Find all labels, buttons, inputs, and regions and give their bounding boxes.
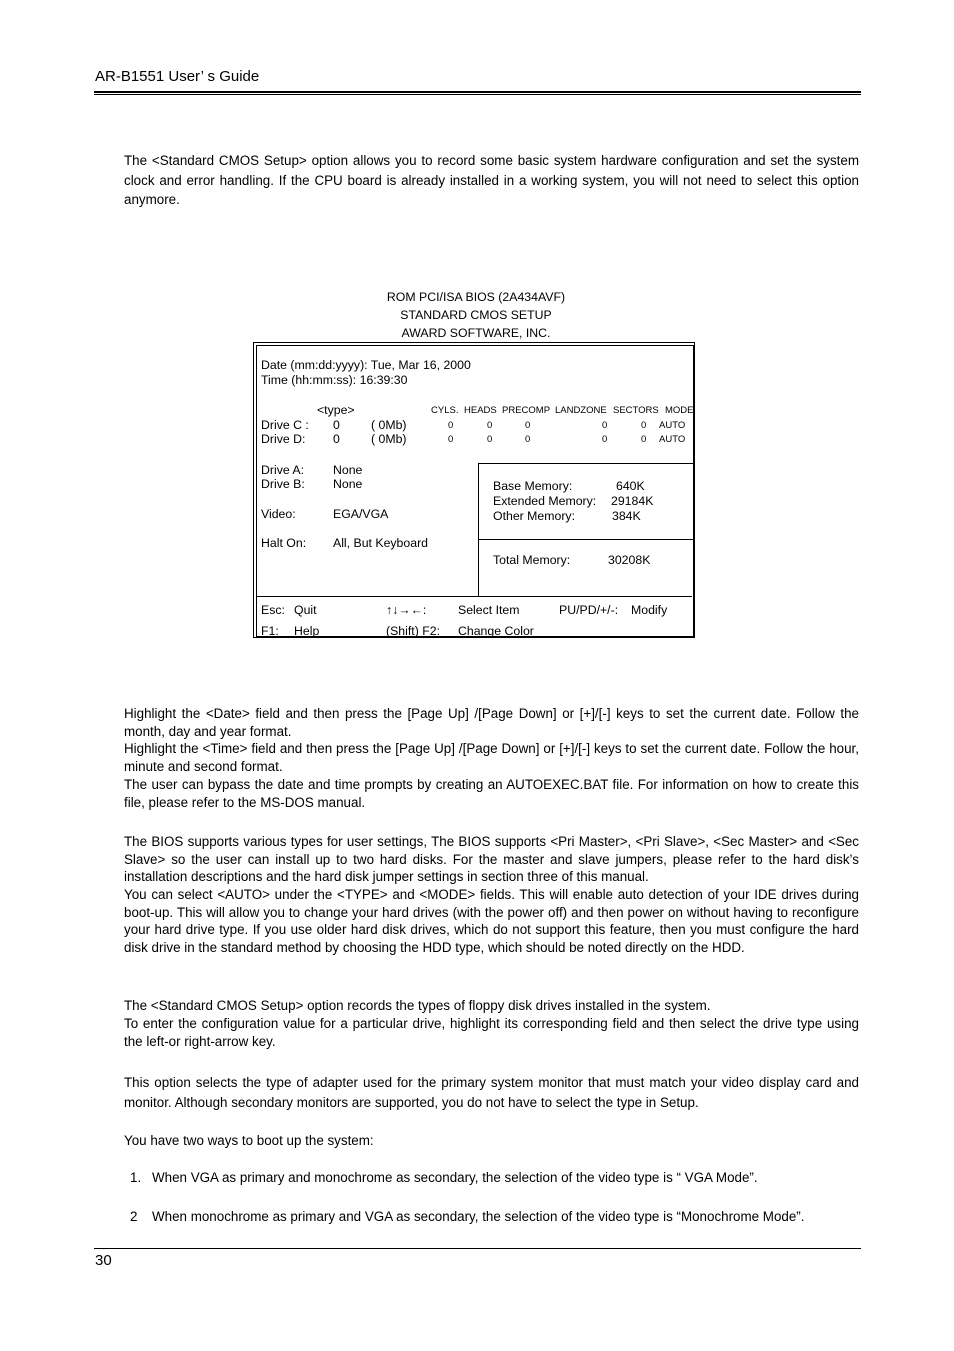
boot-list-text: When monochrome as primary and VGA as secondary, the selection of the video type is “Monochrome Mode”. bbox=[152, 1209, 805, 1224]
arrow-keys: ↑↓→←: bbox=[386, 603, 427, 617]
drive-c-sectors: 0 bbox=[641, 420, 647, 431]
header-rule-thin bbox=[94, 94, 861, 95]
page-number: 30 bbox=[95, 1252, 112, 1269]
boot-list-number: 1. bbox=[130, 1170, 142, 1185]
esc-key: Esc: bbox=[261, 603, 285, 617]
shift-f2-action: Change Color bbox=[458, 624, 534, 638]
drive-c-heads: 0 bbox=[487, 420, 493, 431]
drive-c-type: 0 bbox=[333, 418, 340, 432]
boot-list-text: When VGA as primary and monochrome as secondary, the selection of the video type is “ VGA Mode”. bbox=[152, 1170, 758, 1185]
drive-d-type: 0 bbox=[333, 432, 340, 446]
drive-d-cyls: 0 bbox=[448, 434, 454, 445]
floppy-config-paragraph: To enter the configuration value for a particular drive, highlight its corresponding field and then select the drive type using the left-or right-arrow key. bbox=[124, 1016, 859, 1049]
boot-list-number: 2 bbox=[130, 1209, 138, 1224]
other-memory-value: 384K bbox=[612, 509, 641, 523]
base-memory-label: Base Memory: bbox=[493, 479, 573, 493]
drive-d-mode: AUTO bbox=[659, 434, 686, 445]
auto-detect-paragraph: You can select <AUTO> under the <TYPE> and <MODE> fields. This will enable auto detection of your IDE drives during boot-up. This will allow you to change your hard drives (with the power off) and then power on without having to reconfigure your hard drive type. If you use older hard disk drives, which do not support this feature, then you must configure the hard disk drive in the standard method by choosing the HDD type, which should be noted directly on the HDD. bbox=[124, 887, 859, 956]
col-header-sectors: SECTORS bbox=[613, 405, 659, 416]
bios-type-label: <type> bbox=[317, 403, 355, 417]
boot-list-item bbox=[130, 1209, 805, 1224]
date-paragraph: Highlight the <Date> field and then press the [Page Up] /[Page Down] or [+]/[-] keys to set the current date. Follow the month, day and year format. bbox=[124, 706, 859, 739]
drive-c-mode: AUTO bbox=[659, 420, 686, 431]
drive-c-label: Drive C : bbox=[261, 418, 309, 432]
bios-heading-line: ROM PCI/ISA BIOS (2A434AVF) bbox=[386, 290, 566, 304]
setting-drive-b-label: Drive B: bbox=[261, 477, 305, 491]
autoexec-paragraph: The user can bypass the date and time prompts by creating an AUTOEXEC.BAT file. For information on how to create this file, please refer to the MS-DOS manual. bbox=[124, 777, 859, 810]
drive-c-landzone: 0 bbox=[602, 420, 608, 431]
setting-drive-a-value: None bbox=[333, 463, 363, 477]
col-header-cyls: CYLS. bbox=[431, 405, 459, 416]
video-paragraph: This option selects the type of adapter used for the primary system monitor that must match your video display card and monitor. Although secondary monitors are supported, you do not have to select the type in Setup. bbox=[124, 1075, 859, 1110]
setting-drive-b-value: None bbox=[333, 477, 363, 491]
drive-d-landzone: 0 bbox=[602, 434, 608, 445]
memory-panel-divider bbox=[478, 539, 693, 540]
col-header-heads: HEADS bbox=[464, 405, 497, 416]
arrow-keys-action: Select Item bbox=[458, 603, 520, 617]
boot-list-item bbox=[130, 1170, 758, 1185]
bios-date-field: Date (mm:dd:yyyy): Tue, Mar 16, 2000 bbox=[261, 358, 471, 372]
setting-halt-on-value: All, But Keyboard bbox=[333, 536, 429, 550]
boot-intro: You have two ways to boot up the system: bbox=[124, 1133, 374, 1148]
drive-d-size: ( 0Mb) bbox=[371, 432, 407, 446]
extended-memory-value: 29184K bbox=[611, 494, 654, 508]
header-rule-thick bbox=[94, 91, 861, 93]
col-header-landzone: LANDZONE bbox=[555, 405, 607, 416]
intro-paragraph: The <Standard CMOS Setup> option allows you to record some basic system hardware configuration and set the system clock and error handling. If the CPU board is already installed in a working system, you will not need to select this option anymore. bbox=[124, 153, 859, 207]
drive-c-cyls: 0 bbox=[448, 420, 454, 431]
bios-heading-line: AWARD SOFTWARE, INC. bbox=[401, 326, 551, 340]
setting-video-label: Video: bbox=[261, 507, 296, 521]
setting-video-value: EGA/VGA bbox=[333, 507, 389, 521]
key-legend-divider bbox=[257, 596, 692, 597]
pu-pd-keys: PU/PD/+/-: bbox=[559, 603, 619, 617]
esc-action: Quit bbox=[294, 603, 317, 617]
bios-heading bbox=[254, 288, 698, 342]
setting-drive-a-label: Drive A: bbox=[261, 463, 305, 477]
setting-halt-on-label: Halt On: bbox=[261, 536, 307, 550]
hard-disk-paragraph: The BIOS supports various types for user settings, The BIOS supports <Pri Master>, <Pri Slave>, <Sec Master> and <Sec Slave> so the user can install up to two hard disks. For the master and slave jumpers, please refer to the hard disk’s installation descriptions and the hard disk jumper settings in section three of this manual. bbox=[124, 834, 859, 885]
total-memory-label: Total Memory: bbox=[493, 553, 571, 567]
drive-c-precomp: 0 bbox=[525, 420, 531, 431]
base-memory-value: 640K bbox=[616, 479, 645, 493]
drive-d-heads: 0 bbox=[487, 434, 493, 445]
col-header-mode: MODE bbox=[665, 405, 694, 416]
extended-memory-label: Extended Memory: bbox=[493, 494, 597, 508]
f1-key: F1: bbox=[261, 624, 279, 638]
bios-time-field: Time (hh:mm:ss): 16:39:30 bbox=[261, 373, 408, 387]
drive-d-sectors: 0 bbox=[641, 434, 647, 445]
floppy-paragraph: The <Standard CMOS Setup> option records the types of floppy disk drives installed in the system. bbox=[124, 998, 711, 1013]
drive-d-label: Drive D: bbox=[261, 432, 306, 446]
f1-action: Help bbox=[294, 624, 320, 638]
other-memory-label: Other Memory: bbox=[493, 509, 575, 523]
shift-f2-key: (Shift) F2: bbox=[386, 624, 440, 638]
col-header-precomp: PRECOMP bbox=[502, 405, 551, 416]
drive-d-precomp: 0 bbox=[525, 434, 531, 445]
total-memory-value: 30208K bbox=[608, 553, 651, 567]
drive-c-size: ( 0Mb) bbox=[371, 418, 407, 432]
pu-pd-action: Modify bbox=[631, 603, 668, 617]
page-header-title: AR-B1551 User’ s Guide bbox=[95, 68, 260, 85]
bios-heading-line: STANDARD CMOS SETUP bbox=[400, 308, 552, 322]
time-paragraph: Highlight the <Time> field and then press the [Page Up] /[Page Down] or [+]/[-] keys to set the current date. Follow the hour, minute and second format. bbox=[124, 741, 859, 774]
footer-rule bbox=[94, 1248, 861, 1249]
